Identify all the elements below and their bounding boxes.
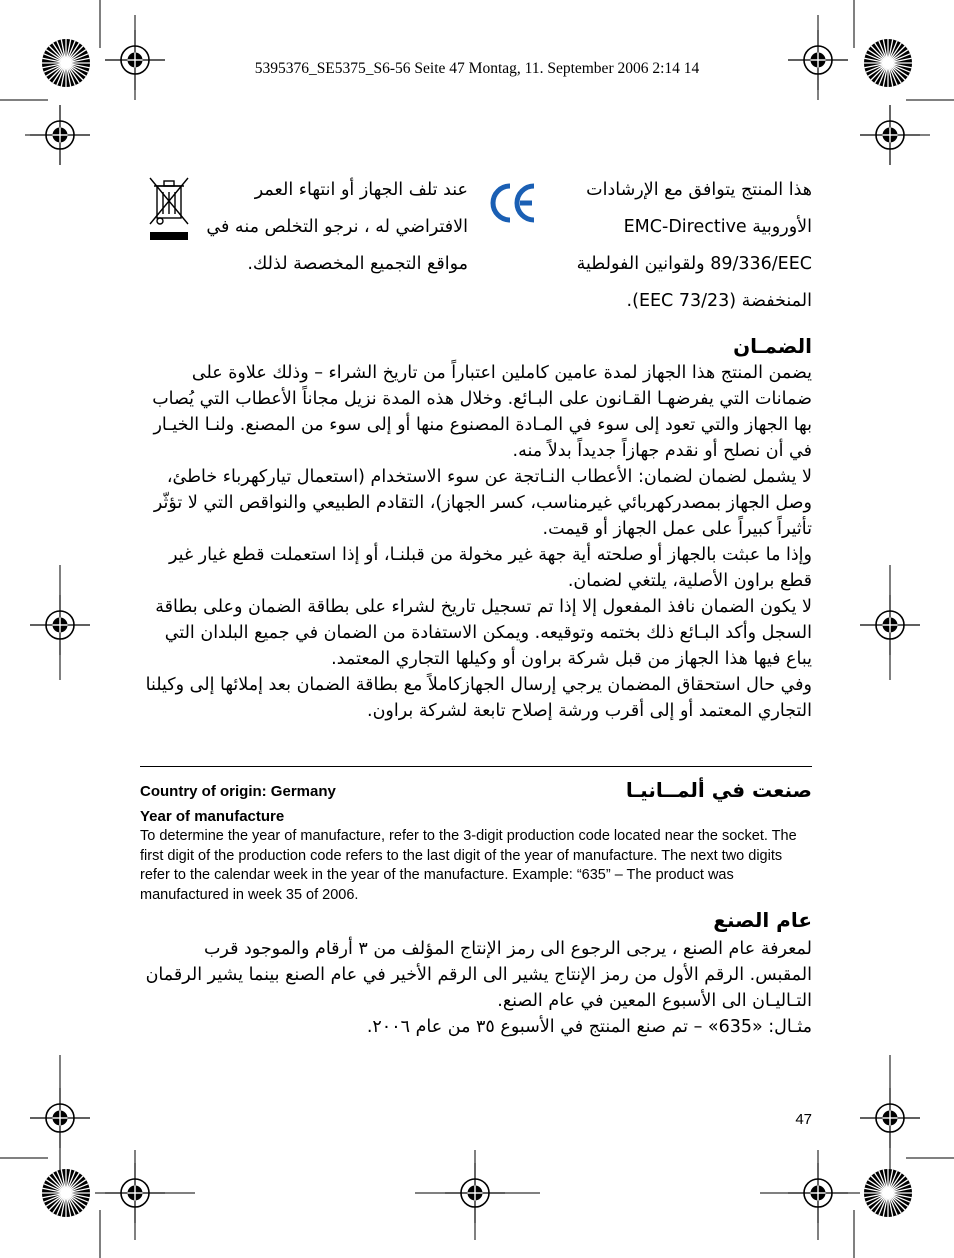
guarantee-paragraph: يضمن المنتج هذا الجهاز لمدة عامين كاملين اعتباراً من تاريخ الشراء – وذلك علاوة على ضمانات التي يفرضهـا القـانون على البـائع. وخلال هذه المدة نزيل مجاناً الأعطاب التي يُصاب بها الجهاز والتي تعود إلى سوء في المـادة المصنوع منها أو إلى سوء من المصنع. ولنـا الخيـار في أن نصلح أو نقدم جهازاً جديداً بدلاً منه.	[152, 363, 812, 461]
year-of-manufacture-title-arabic: عام الصنع	[713, 908, 812, 932]
guarantee-paragraph: لا يكون الضمان نافذ المفعول إلا إذا تم تسجيل تاريخ لشراء على بطاقة الضمان وعلى بطاقة السجل وأكد البـائع ذلك بختمه وتوقيعه. ويمكن الاستفادة من الضمان في جميع البلدان التي يباع فيها هذا الجهاز من قبل شركة براون أو وكيلها التجاري المعتمد.	[155, 597, 812, 669]
year-of-manufacture-body-arabic	[140, 936, 812, 1040]
guarantee-paragraph: لا يشمل لضمان لضمان: الأعطاب النـاتجة عن سوء الاستخدام (استعمال تياركهرباء خاطئ، وصل الجهاز بمصدركهربائي غيرمناسب، كسر الجهاز)، التقادم الطبيعي والنواقص التي لا تؤثّر تأثيراً كبيراً على عمل الجهاز أو قيمت.	[153, 467, 812, 539]
print-header: 5395376_SE5375_S6-56 Seite 47 Montag, 11. September 2006 2:14 14	[254, 60, 700, 77]
year-of-manufacture-text: To determine the year of manufacture, refer to the 3-digit production code located near the socket. The first digit of the production code refers to the last digit of the year of manufacture. The next two digits refer to the calendar week in the year of the manufacture. Example: “635” – The product was manufactured in week 35 of 2006.	[140, 828, 797, 903]
country-of-origin-arabic: صنعت في ألمــانيـا	[625, 778, 812, 802]
guarantee-body	[140, 360, 812, 724]
crossed-out-wheelie-bin-icon	[146, 176, 194, 242]
year-of-manufacture-title: Year of manufacture	[140, 808, 285, 825]
page-number: 47	[795, 1111, 812, 1128]
guarantee-paragraph: وإذا ما عبثت بالجهاز أو صلحته أية جهة غير مخولة من قبلنـا، أو إذا استعملت قطع غيار غير قطع براون الأصلية، يلتغي لضمان.	[169, 545, 812, 591]
section-divider	[140, 766, 812, 767]
country-of-origin: Country of origin: Germany	[140, 783, 336, 800]
guarantee-title: الضمـان	[733, 334, 812, 358]
ce-mark-icon	[488, 180, 538, 226]
guarantee-paragraph: وفي حال استحقاق المضمان يرجي إرسال الجهازكاملاً مع بطاقة الضمان بعد إملائها إلى وكيلنا التجاري المعتمد أو إلى أقرب ورشة إصلاح تابعة لشركة براون.	[145, 675, 812, 721]
year-of-manufacture-paragraph: لمعرفة عام الصنع ، يرجى الرجوع الى رمز الإنتاج المؤلف من ٣ أرقام والموجود قرب المقبس. الرقم الأول من رمز الإنتاج يشير الى الرقم الأخير في عام الصنع بينما يشير الرقمان التـاليـان الى الأسبوع المعين في عام الصنع.	[145, 939, 812, 1011]
year-of-manufacture-example: مثـال: «635» – تم صنع المنتج في الأسبوع ٣٥ من عام ٢٠٠٦.	[366, 1017, 812, 1037]
disposal-text: عند تلف الجهاز أو انتهاء العمر الافتراضي له ، نرجو التخلص منه في مواقع التجميع المخصصة لذلك.	[206, 180, 468, 274]
ce-declaration-text: هذا المنتج يتوافق مع الإرشادات الأوروبية EMC-Directive 89/336/EEC ولقوانين الفولطية المنخفضة (73/23 EEC).	[576, 180, 812, 311]
